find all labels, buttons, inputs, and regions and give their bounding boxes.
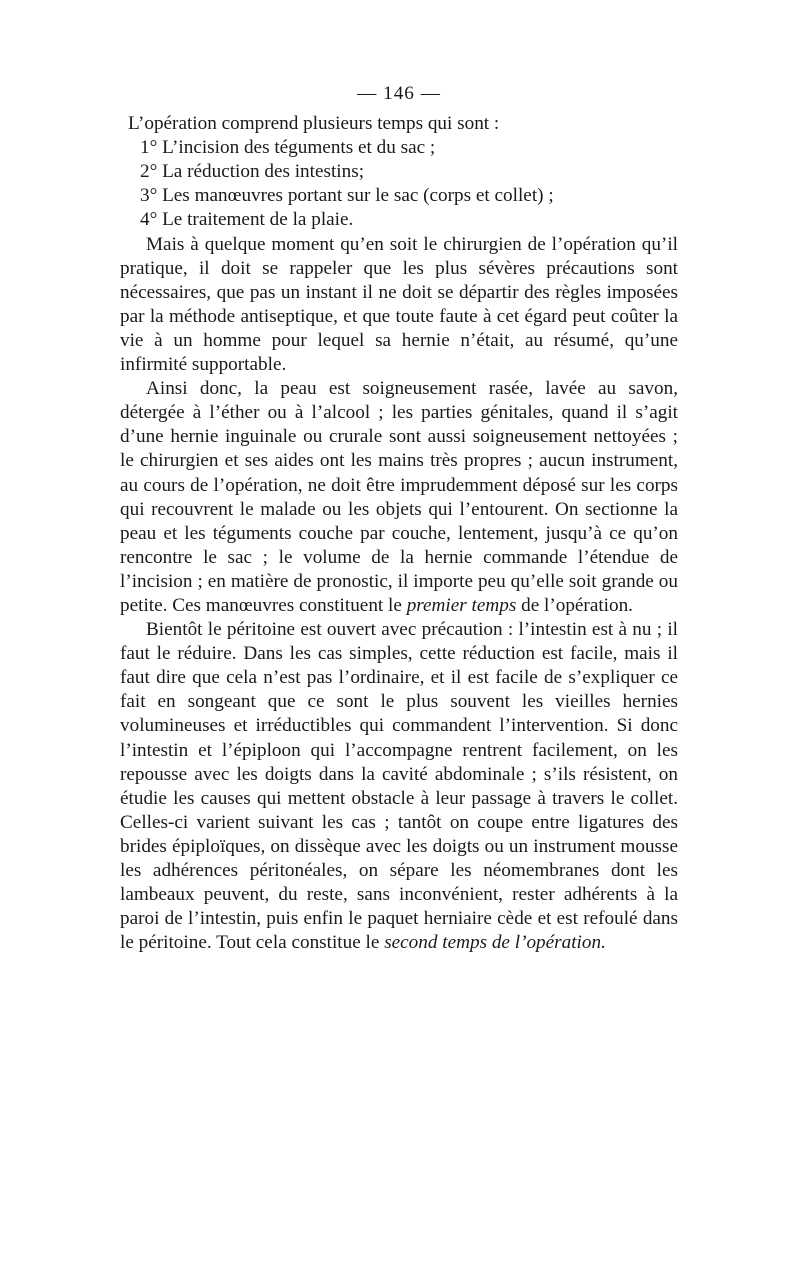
emphasis-second-temps: second temps de l’opération. (384, 932, 606, 954)
paragraph-precautions: Mais à quelque moment qu’en soit le chirurgien de l’opération qu’il pratique, il doit se rappeler que les plus sévères précautions sont nécessaires, que pas un instant il ne doit se départir des règles imposées par la méthode antiseptique, et que toute faute à cet égard peut coûter la vie à un homme pour lequel sa hernie n’était, au résumé, qu’une infirmité supportable. (120, 233, 678, 376)
emphasis-premier-temps: premier temps (406, 594, 517, 616)
step-2: 2° La réduction des intestins; (140, 161, 365, 183)
intro-line: L’opération comprend plusieurs temps qui sont : (128, 113, 500, 135)
paragraph-first-step-text: Ainsi donc, la peau est soigneusement rasée, lavée au savon, détergée à l’éther ou à l’alcool ; les parties génitales, quand il s’agit d’une hernie inguinale ou crurale sont aussi soigneusement nettoyées ; le chirurgien et ses aides ont les mains très propres ; aucun instrument, au cours de l’opération, ne doit être imprudemment déposé sur les corps qui recouvrent le malade ou les objets qui l’entourent. On sectionne la peau et les téguments couche par couche, lentement, jusqu’à ce qu’on rencontre le sac ; le volume de la hernie commande l’étendue de l’incision ; en matière de pronostic, il importe peu qu’elle soit grande ou petite. Ces manœuvres constituent le (120, 378, 678, 616)
book-page (120, 82, 678, 955)
paragraph-first-step (120, 377, 678, 618)
paragraph-second-step (120, 618, 678, 955)
paragraph-second-step-text: Bientôt le péritoine est ouvert avec précaution : l’intestin est à nu ; il faut le réduire. Dans les cas simples, cette réduction est facile, mais il faut dire que cela n’est pas l’ordinaire, et il est facile de s’expliquer ce fait en songeant que ce sont le plus souvent les vieilles hernies volumineuses et irréductibles qui commandent l’intervention. Si donc l’intestin et l’épiploon qui l’accompagne rentrent facilement, on les repousse avec les doigts dans la cavité abdominale ; s’ils résistent, on étudie les causes qui mettent obstacle à leur passage à travers le collet. Celles-ci varient suivant les cas ; tantôt on coupe entre ligatures des brides épiploïques, on dissèque avec les doigts ou un instrument mousse les adhérences péritonéales, on sépare les néomembranes dont les lambeaux peuvent, du reste, sans inconvénient, rester adhérents à la paroi de l’intestin, puis enfin le paquet herniaire cède et est refoulé dans le péritoine. Tout cela constitue le (120, 619, 678, 954)
step-3: 3° Les manœuvres portant sur le sac (corps et collet) ; (140, 185, 554, 207)
page-number: — 146 — (357, 83, 441, 104)
step-4: 4° Le traitement de la plaie. (140, 209, 354, 231)
paragraph-first-step-tail: de l’opération. (516, 594, 633, 616)
step-1: 1° L’incision des téguments et du sac ; (140, 137, 436, 159)
